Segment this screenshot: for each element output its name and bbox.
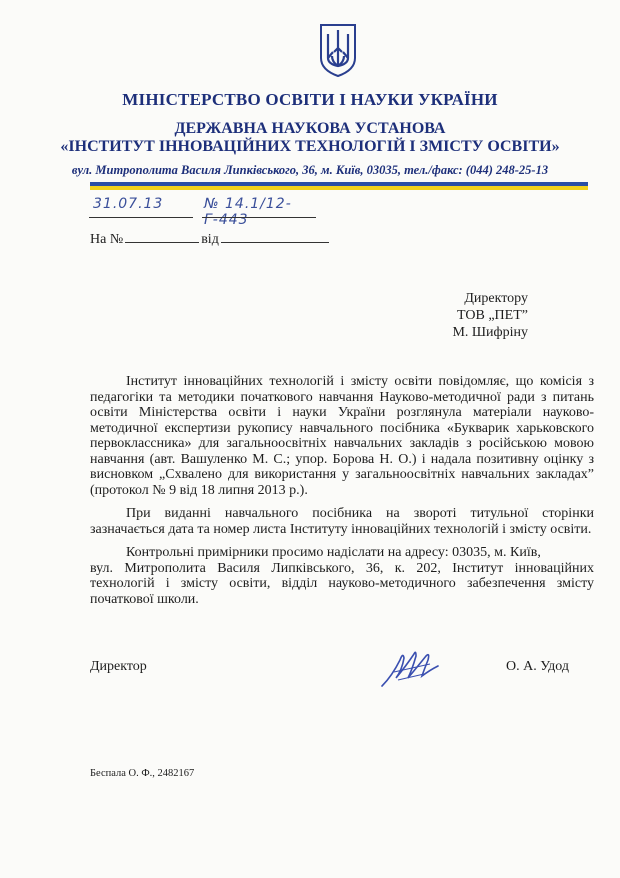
na-underline xyxy=(125,231,199,243)
vid-underline xyxy=(221,231,329,243)
body-paragraph-3-line1: Контрольні примірники просимо надіслати на адресу: 03035, м. Київ, xyxy=(126,545,541,560)
na-label: На № xyxy=(90,232,124,247)
tryzub-emblem-icon xyxy=(317,22,359,78)
body-paragraph-1: Інститут інноваційних технологій і змісту освіти повідомляє, що комісія з педагогіки та методики початкового навчання Науково-методичної ради з питань освіти Міністерства освіти і науки України розглянула матеріали науково-методичної експертизи рукопису навчального посібника «Букварик харьковского первоклассника» для загальноосвітніх навчальних закладів з російською мовою навчання (авт. Вашуленко М. С.; упор. Борова Н. О.) і надала позитивну оцінку з висновком „Схвалено для використання у загальноосвітніх навчальних закладах” (протокол № 9 від 18 липня 2013 р.). xyxy=(90,374,594,498)
letter-body xyxy=(90,374,594,615)
executor-footer: Беспала О. Ф., 2482167 xyxy=(90,768,195,779)
number-underline xyxy=(202,217,316,218)
addressee-block xyxy=(420,290,528,341)
body-paragraph-3 xyxy=(90,545,594,607)
reference-row xyxy=(90,231,329,248)
addressee-line2: ТОВ „ПЕТ” xyxy=(457,308,528,323)
flag-stripe-yellow xyxy=(90,186,588,190)
state-institution-title: ДЕРЖАВНА НАУКОВА УСТАНОВА xyxy=(174,120,446,137)
date-underline xyxy=(89,217,193,218)
director-name: О. А. Удод xyxy=(506,659,570,674)
body-paragraph-2: При виданні навчального посібника на звороті титульної сторінки зазначається дата та номер листа Інституту інноваційних технологій і змісту освіти. xyxy=(90,506,594,537)
institute-title: «ІНСТИТУТ ІННОВАЦІЙНИХ ТЕХНОЛОГІЙ І ЗМІСТУ ОСВІТИ» xyxy=(60,138,560,155)
body-paragraph-3-rest: вул. Митрополита Василя Липківського, 36, к. 202, Інститут інноваційних технологій і змісту освіти, відділ науково-методичного забезпечення змісту початкової школи. xyxy=(90,560,594,607)
ministry-title: МІНІСТЕРСТВО ОСВІТИ І НАУКИ УКРАЇНИ xyxy=(122,90,498,109)
institute-address: вул. Митрополита Василя Липківського, 36, м. Київ, 03035, тел./факс: (044) 248-25-13 xyxy=(71,163,549,177)
registration-number: № 14.1/12-Г-443 xyxy=(204,196,292,228)
addressee-line3: М. Шифріну xyxy=(452,325,528,340)
signature-icon xyxy=(378,646,444,690)
registration-line xyxy=(89,196,315,228)
signoff-title: Директор xyxy=(90,659,147,674)
addressee-line1: Директору xyxy=(464,291,528,306)
registration-date: 31.07.13 xyxy=(93,196,164,212)
vid-label: від xyxy=(201,232,219,247)
